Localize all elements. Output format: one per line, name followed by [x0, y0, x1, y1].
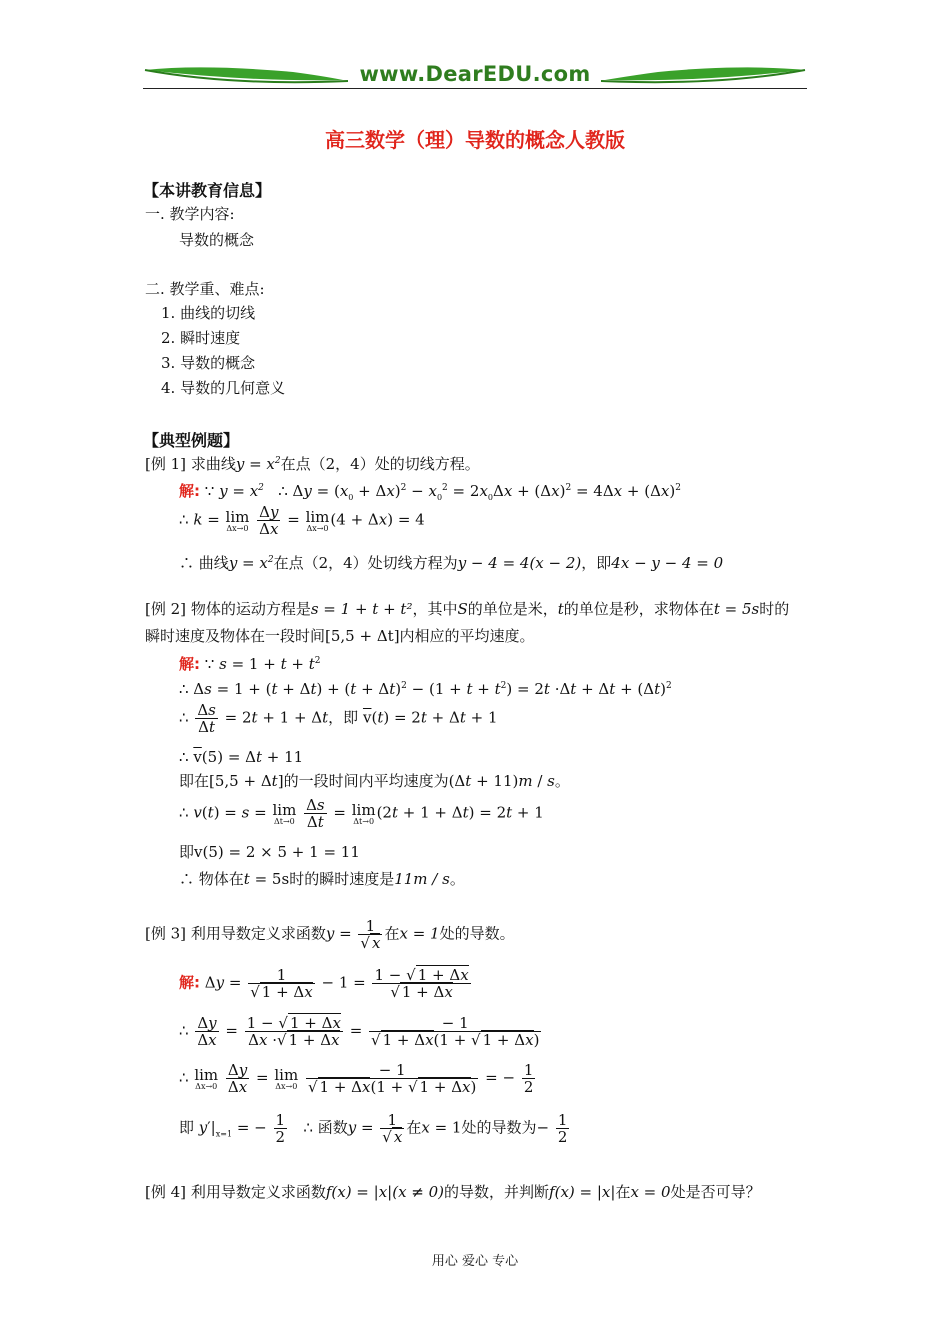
ex4-q4: 处是否可导？: [670, 1183, 761, 1201]
ex2-sol-line6: ∴ v(t) = s = lim Δt→0 $\frac{\Delta s}{\Delta t}$ = lim Δt→0 (2t + 1 + Δt) = 2t + 1: [179, 796, 544, 831]
page-footer: 用心 爱心 专心: [431, 1254, 519, 1269]
ex1-q1: 求曲线: [190, 455, 236, 473]
solution-label: 解:: [179, 482, 200, 500]
ex3-question: [例 3] 利用导数定义求函数y = $\frac{1}{√ x}$ 在x = 1处的导数。: [145, 917, 515, 952]
ex2-final-a: 物体在: [198, 870, 244, 888]
ex2-v5: v(5) = 2 × 5 + 1 = 11: [194, 843, 360, 861]
ex2-q1: 物体的运动方程是: [190, 600, 311, 618]
point-item: 2. 瞬时速度: [161, 329, 241, 347]
ex2-avg-c: 。: [554, 772, 570, 790]
ex2-label: [例 2]: [145, 600, 187, 618]
ex1-tangent-eq: y − 4 = 4(x − 2): [457, 554, 582, 572]
solution-label: 解:: [179, 655, 200, 673]
point-item: 4. 导数的几何意义: [161, 379, 286, 397]
info-item2-label: 二. 教学重、难点:: [145, 280, 265, 298]
point-item: 3. 导数的概念: [161, 354, 256, 372]
examples-heading: 【典型例题】: [143, 431, 240, 450]
solution-label: 解:: [179, 973, 200, 992]
ex1-curve: $y = x^2$: [235, 455, 281, 473]
ex3-sol-line2: ∴ $\frac{\Delta y}{\Delta x}$ = $\frac{1 - √ 1 + \Delta x}{\Delta x \cdot√ 1 + \Delta x}$ = $\frac{- 1}{√ 1 + \Delta x(1 + √ 1 + \Delta x)}$: [179, 1014, 540, 1049]
ex2-v5-a: 即: [179, 843, 195, 861]
ex4-q3: 在: [615, 1183, 631, 1201]
ex3-sol-line3: ∴ lim Δx→0 $\frac{\Delta y}{\Delta x}$ = lim Δx→0 $\frac{- 1}{√ 1 + \Delta x(1 + √ 1 + \Delta x)}$ = − $\frac{1}{2}$: [179, 1061, 534, 1096]
ex3-concl-b: 函数: [317, 1118, 348, 1137]
ex2-mid1: ，即: [328, 708, 359, 727]
ex2-sol-line1: 解: ∵ $s = 1 + t + t^2$: [179, 655, 321, 673]
info-item1-label: 一. 教学内容:: [145, 205, 235, 223]
ex2-q4: 的单位是秒，求物体在: [563, 600, 714, 618]
ex2-q7: 内相应的平均速度。: [399, 627, 535, 645]
ex2-sol-line4: ∴ $\overline{v}(5) = \Delta t + 11$: [179, 748, 304, 766]
ex4-label: [例 4]: [145, 1183, 187, 1201]
ex3-q1: 利用导数定义求函数: [190, 924, 326, 943]
therefore-symbol: ∴: [179, 554, 195, 572]
ex1-line3-c: ，即: [581, 554, 612, 572]
ex2-q5: 时的: [759, 600, 790, 618]
ex1-tangent-eq2: 4x − y − 4 = 0: [611, 554, 724, 572]
ex4-q1: 利用导数定义求函数: [190, 1183, 326, 1201]
info-heading: 【本讲教育信息】: [143, 181, 272, 200]
point-item: 1. 曲线的切线: [161, 304, 256, 322]
ex2-q3: 的单位是米，: [467, 600, 558, 618]
therefore-symbol: ∴: [278, 482, 288, 500]
ex2-avg-b: 的一段时间内平均速度为: [283, 772, 449, 790]
ex1-label: [例 1]: [145, 455, 187, 473]
ex3-q2: 在: [384, 924, 400, 943]
ex2-final-c: 。: [449, 870, 465, 888]
ex2-interval: [5,5 + Δt]: [325, 627, 400, 645]
ex4-f: f(x) = |x|(x ≠ 0): [325, 1183, 445, 1201]
ex3-conclusion: 即 $y'|_{x=1}$ = − $\frac{1}{2}$ ∴ 函数y = $\frac{1}{√ x}$ 在x = 1处的导数为− $\frac{1}{2}$: [179, 1111, 568, 1146]
header-rule: [143, 88, 807, 89]
ex4-question: [145, 1183, 761, 1201]
ex2-final-b: 时的瞬时速度是: [289, 870, 395, 888]
ex4-f2: f(x) = |x|: [549, 1183, 616, 1201]
ex3-q3: 处的导数。: [439, 924, 515, 943]
page-title: 高三数学（理）导数的概念人教版: [325, 128, 625, 152]
ex2-q2: ，其中: [412, 600, 458, 618]
ex2-question-line1: [例 2] 物体的运动方程是s = 1 + t + t²，其中S的单位是米，t的单位是秒，求物体在t = 5s时的: [145, 600, 790, 618]
ex4-q2: 的导数，并判断: [444, 1183, 550, 1201]
ex2-eq: s = 1 + t + t²: [310, 600, 413, 618]
ex2-avg-a: 即在: [179, 772, 210, 790]
ex2-sol-line3: ∴ $\frac{\Delta s}{\Delta t}$ = 2t + 1 + Δt，即 $\overline{v}(t) = 2t + \Delta t + 1$: [179, 701, 498, 736]
ex1-line3-b: 在点（2，4）处切线方程为: [273, 554, 458, 572]
therefore-symbol: ∴: [179, 510, 189, 529]
ex2-sol-line8: ∴ 物体在t = 5s时的瞬时速度是11m / s。: [179, 870, 465, 888]
ex1-solution-line1: 解: ∵ $y = x^2$ ∴ $\Delta y = (x_0 + \Delta x)^2 - x_0^2 = 2x_0\Delta x + (\Delta x)^2 = 4\Delta x + (\Delta x)^2$: [179, 482, 681, 502]
ex3-concl-d: 处的导数为: [461, 1118, 537, 1137]
ex3-concl-c: 在: [406, 1118, 422, 1137]
ex1-line3-a: 曲线: [198, 554, 229, 572]
ex2-sol-line5: 即在[5,5 + Δt]的一段时间内平均速度为(Δt + 11)m / s。: [179, 772, 570, 790]
ex1-solution-line2: ∴ k = lim Δx→0 $\frac{\Delta y}{\Delta x}$ = lim Δx→0 (4 + Δx) = 4: [179, 503, 425, 538]
ex2-sol-line2: ∴ $\Delta s = 1 + (t + \Delta t) + (t + \Delta t)^2 - (1 + t + t^2) = 2t \cdot\Delta t + \Delta t + (\Delta t)^2$: [179, 680, 672, 698]
ex3-concl-a: 即: [179, 1118, 195, 1137]
ex4-x: x = 0: [630, 1183, 671, 1201]
info-item1-text: 导数的概念: [179, 231, 255, 249]
ex2-sol-line7: [179, 843, 360, 861]
ex2-t: t = 5s: [713, 600, 760, 618]
ex2-q6: 瞬时速度及物体在一段时间: [145, 627, 326, 645]
ex3-sol-line1: 解: Δy = $\frac{1}{√ 1 + \Delta x}$ − 1 = $\frac{1 - √ 1 + \Delta x}{√ 1 + \Delta x}$: [179, 966, 469, 1001]
ex1-solution-line3: ∴ 曲线$y = x^2$在点（2，4）处切线方程为y − 4 = 4(x − 2)，即4x − y − 4 = 0: [179, 554, 724, 572]
ex3-x: x = 1: [399, 924, 440, 943]
ex1-question: [145, 452, 480, 473]
ex1-q2: 在点（2，4）处的切线方程。: [280, 455, 480, 473]
because-symbol: ∵: [204, 482, 215, 500]
ex2-final-v: 11m / s: [394, 870, 450, 888]
site-logo: www.DearEDU.com: [359, 62, 591, 86]
ex2-question-line2: [145, 627, 535, 645]
ex3-label: [例 3]: [145, 924, 187, 943]
